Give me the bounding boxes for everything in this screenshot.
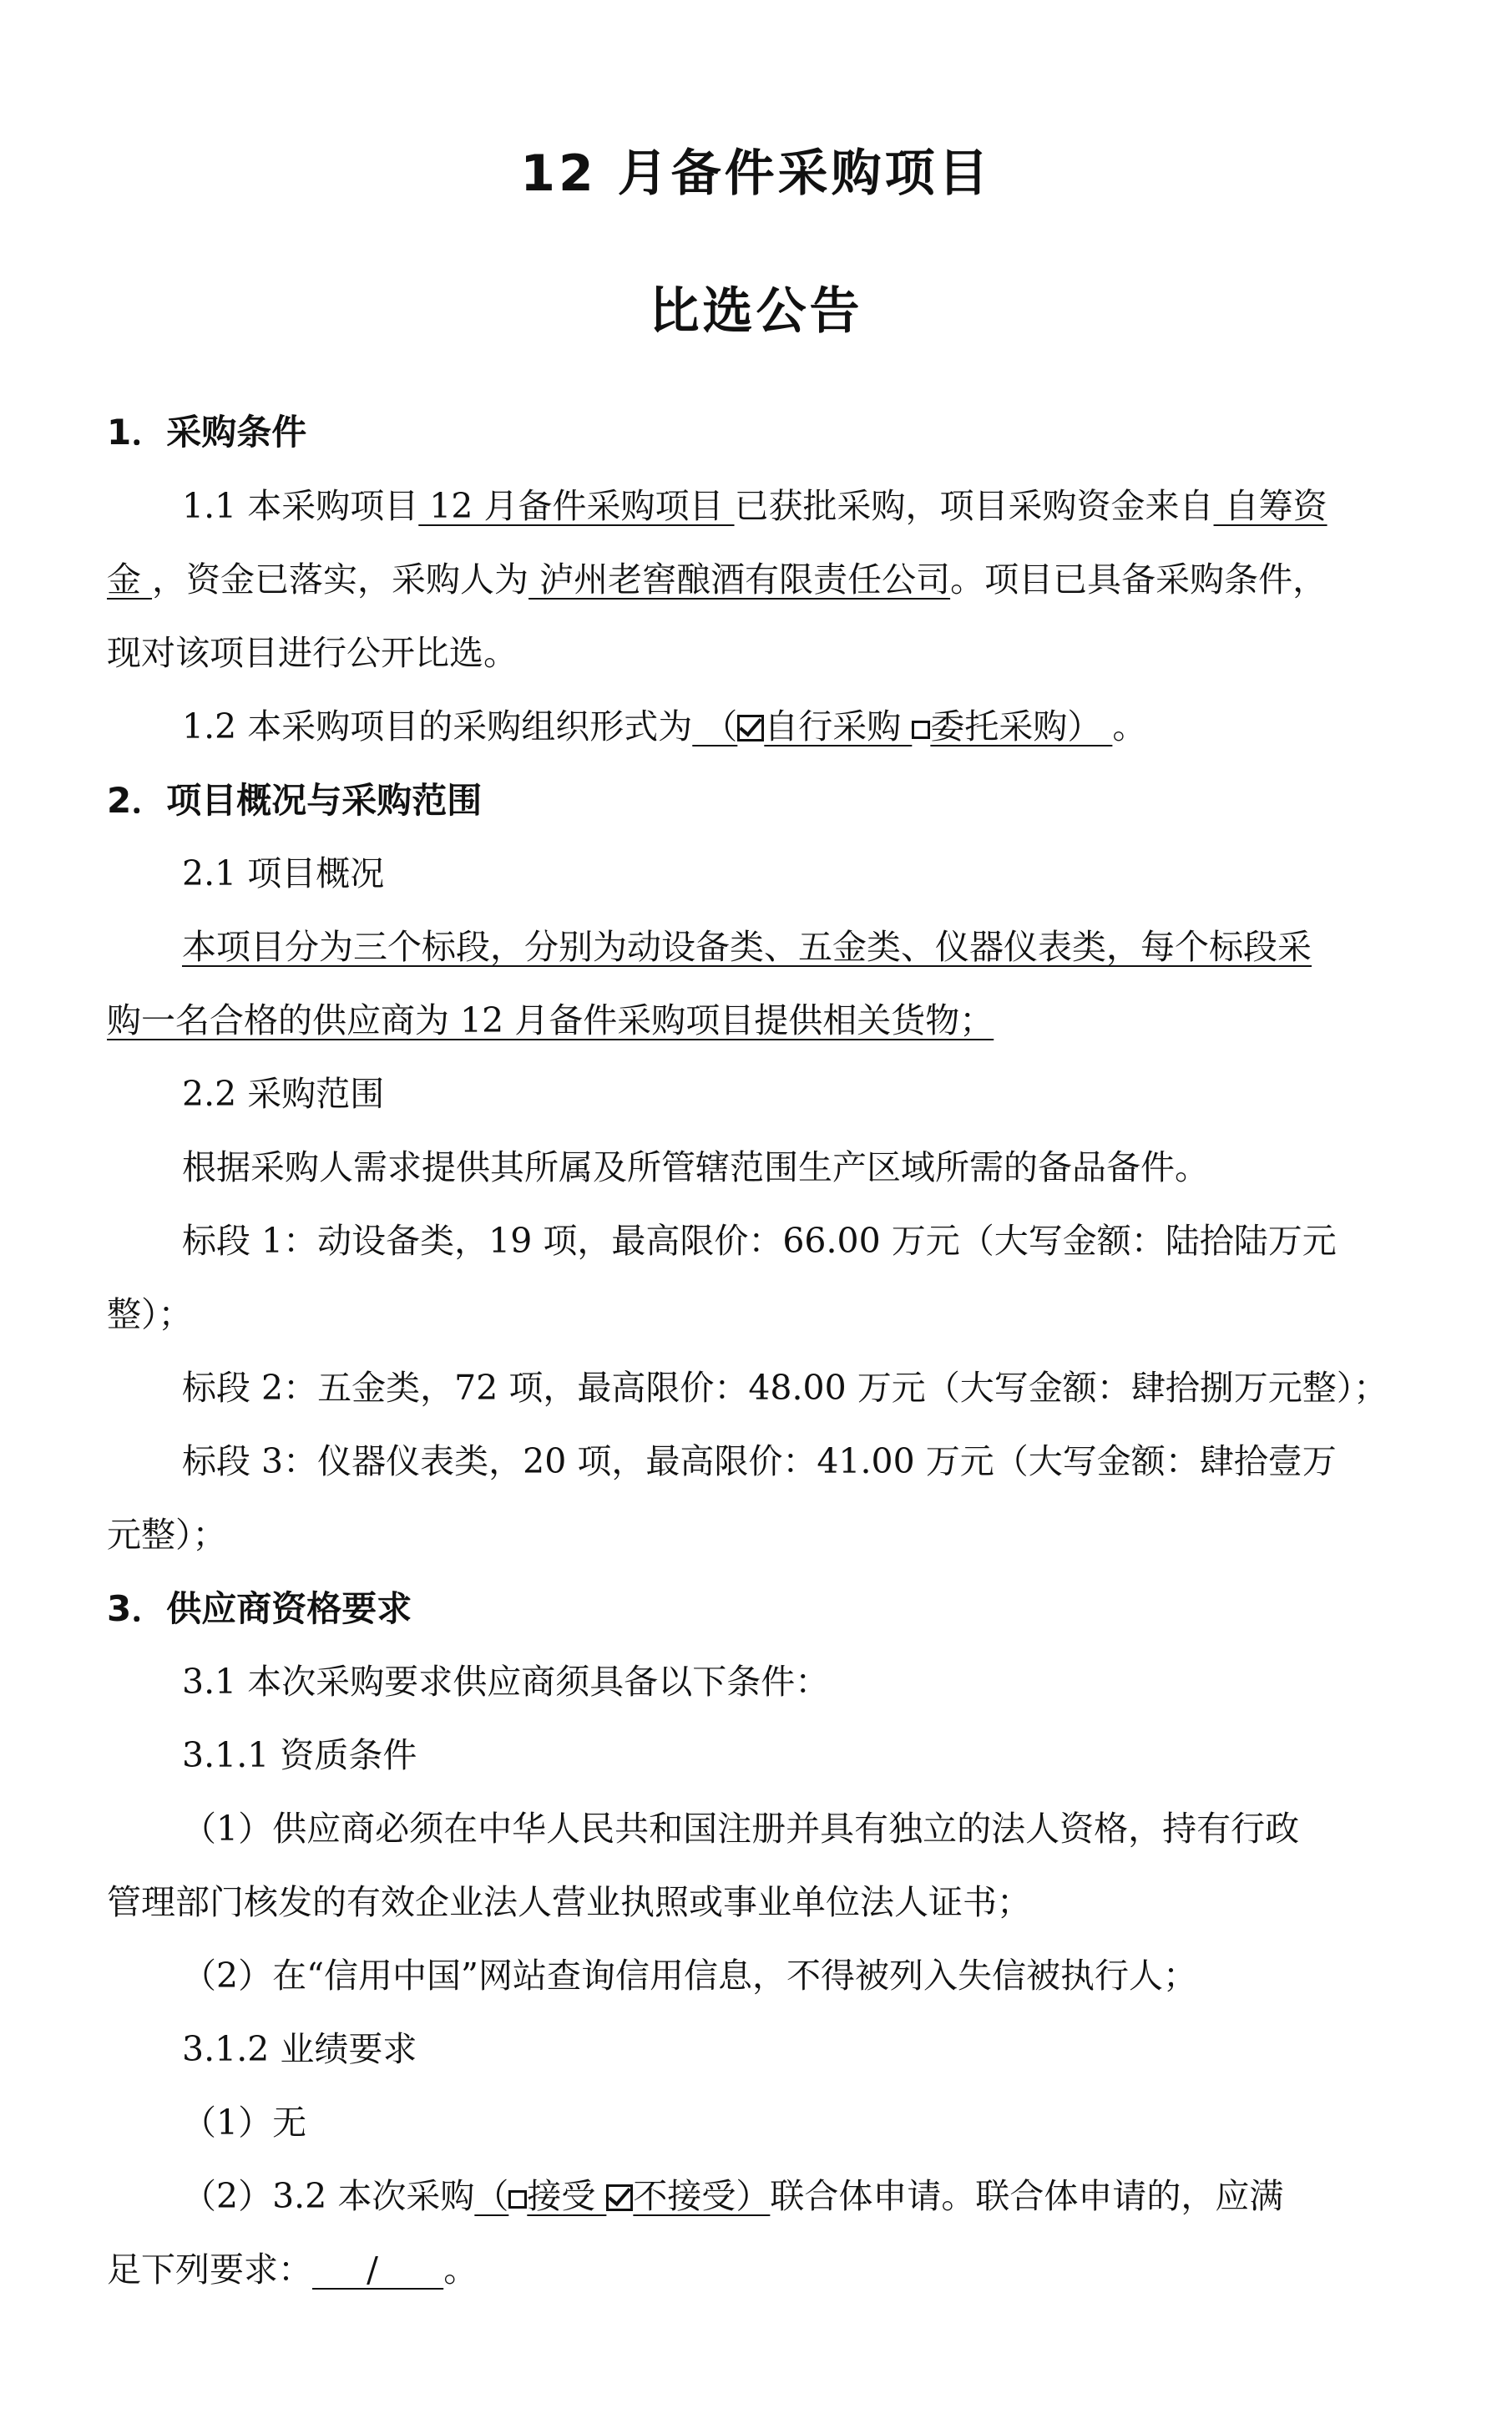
lot-3-line2: 元整）； (107, 1515, 227, 1555)
qualification-2: （2）在“信用中国”网站查询信用信息，不得被列入失信被执行人； (182, 1956, 1198, 1996)
option-self-procurement: 自行采购 (764, 706, 913, 746)
subsection-2-2: 2.2 采购范围 (182, 1074, 385, 1114)
text: 1.1 本采购项目 (182, 486, 419, 526)
consortium-line2 (107, 2250, 478, 2290)
checkbox-self-procurement[interactable] (737, 715, 764, 741)
text: 。项目已具备采购条件， (950, 559, 1327, 600)
lot-1-line2: 整）； (107, 1294, 193, 1334)
text: ，资金已落实，采购人为 (152, 559, 529, 600)
project-name: 12 月备件采购项目 (418, 486, 735, 526)
consortium-options (474, 2176, 770, 2216)
subsection-3-1: 3.1 本次采购要求供应商须具备以下条件： (182, 1662, 830, 1702)
subsection-3-1-1: 3.1.1 资质条件 (182, 1735, 417, 1775)
text: 已获批采购，项目采购资金来自 (734, 486, 1214, 526)
text: 足下列要求： (107, 2250, 312, 2290)
lot-3-line1: 标段 3：仪器仪表类，20 项，最高限价：41.00 万元（大写金额：肆拾壹万 (182, 1441, 1337, 1481)
fund-source-end: 金 (107, 559, 153, 600)
lot-1-line1: 标段 1：动设备类，19 项，最高限价：66.00 万元（大写金额：陆拾陆万元 (182, 1221, 1337, 1261)
checkbox-not-accept[interactable] (606, 2184, 633, 2211)
section-3-heading: 3．供应商资格要求 (107, 1588, 412, 1629)
option-not-accept: 不接受） (633, 2176, 771, 2216)
option-entrusted-procurement: 委托采购） (930, 706, 1113, 746)
para-1-2 (182, 706, 1147, 746)
text: 。 (443, 2250, 478, 2290)
fund-source: 自筹资 (1213, 486, 1327, 526)
text: 。 (1112, 706, 1147, 746)
scope-text: 根据采购人需求提供其所属及所管辖范围生产区域所需的备品备件。 (182, 1147, 1209, 1187)
text: 联合体申请。联合体申请的，应满 (770, 2176, 1284, 2216)
text: （ (474, 2176, 509, 2216)
text: （2）3.2 本次采购 (182, 2176, 475, 2216)
procurement-form (692, 706, 1112, 746)
buyer-name: 泸州老窖酿酒有限责任公司 (528, 559, 951, 600)
checkbox-entrusted-procurement[interactable] (912, 721, 930, 739)
consortium-line1 (182, 2176, 1284, 2216)
subsection-2-1: 2.1 项目概况 (182, 853, 385, 893)
lot-2: 标段 2：五金类，72 项，最高限价：48.00 万元（大写金额：肆拾捌万元整）； (182, 1368, 1388, 1408)
performance-1: （1）无 (182, 2103, 307, 2143)
qualification-1-line1: （1）供应商必须在中华人民共和国注册并具有独立的法人资格，持有行政 (182, 1809, 1300, 1849)
subsection-3-1-2: 3.1.2 业绩要求 (182, 2029, 417, 2069)
para-1-1-line3: 现对该项目进行公开比选。 (107, 633, 518, 673)
consortium-requirements-blank: / (312, 2250, 444, 2290)
project-overview-line2: 购一名合格的供应商为 12 月备件采购项目提供相关货物； (107, 1000, 994, 1040)
document-subtitle: 比选公告 (649, 282, 863, 341)
checkbox-accept[interactable] (508, 2190, 527, 2209)
para-1-1-line1 (182, 486, 1327, 526)
text: 1.2 本采购项目的采购组织形式为 (182, 706, 693, 746)
section-1-heading: 1．采购条件 (107, 412, 307, 453)
document-title: 12 月备件采购项目 (520, 144, 992, 203)
option-accept: 接受 (527, 2176, 607, 2216)
text: （ (692, 706, 738, 746)
para-1-1-line2 (107, 559, 1327, 600)
section-2-heading: 2．项目概况与采购范围 (107, 780, 483, 821)
project-overview-line1: 本项目分为三个标段，分别为动设备类、五金类、仪器仪表类，每个标段采 (182, 927, 1312, 967)
qualification-1-line2: 管理部门核发的有效企业法人营业执照或事业单位法人证书； (107, 1882, 1031, 1922)
